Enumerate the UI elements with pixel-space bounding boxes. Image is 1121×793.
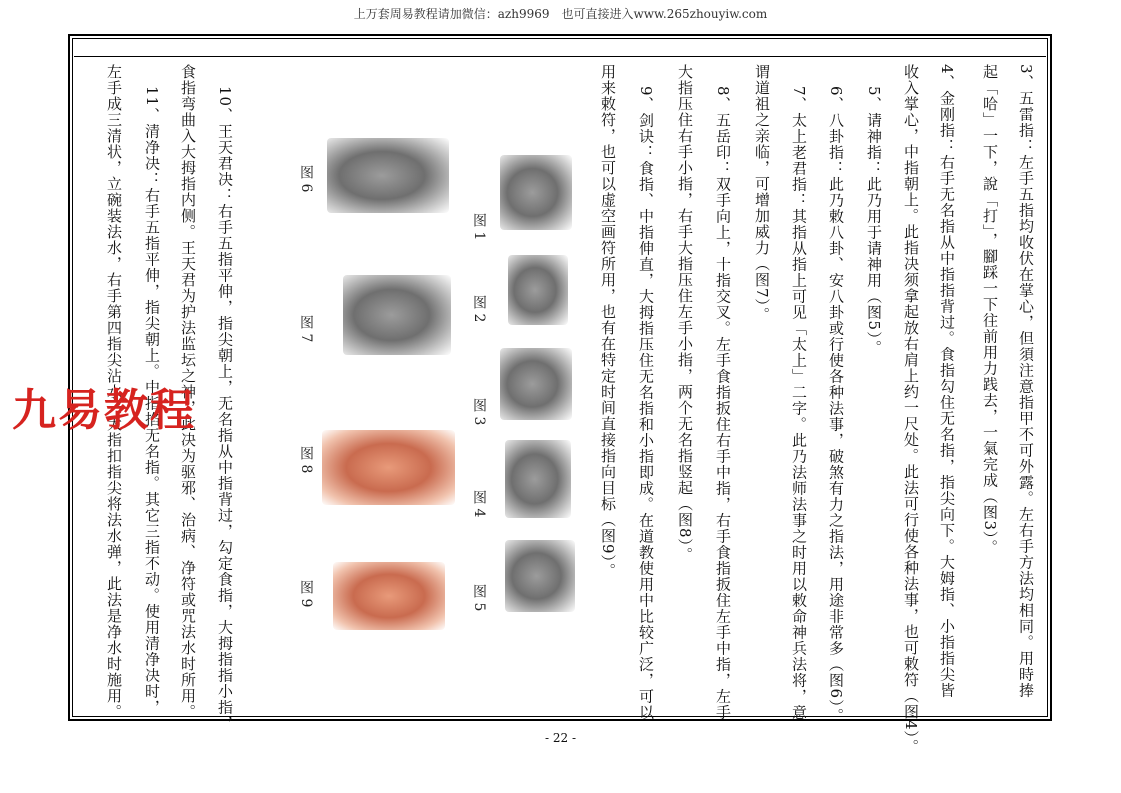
text-column: 3、五雷指：左手五指均收伏在掌心，但須注意指甲不可外露。左右手方法均相同。用時捧: [1017, 64, 1035, 699]
top-banner: 上万套周易教程请加微信：azh9969 也可直接进入www.265zhouyiw.com: [353, 7, 768, 21]
figure-8-label: 图 8: [298, 446, 314, 474]
page-number: - 22 -: [544, 731, 576, 745]
watermark-logo: 九易教程: [12, 385, 196, 436]
figure-5-image: [505, 540, 575, 612]
text-column: 收入掌心，中指朝上。此指决须拿起放右肩上约一尺处。此法可行使各种法事，也可敕符（图4）。: [902, 64, 920, 756]
figure-6-image: [327, 138, 449, 213]
text-column: 11、清净决：右手五指平伸，指尖朝上。中指掐无名指。其它三指不动。使用清净决时，: [143, 86, 161, 716]
text-column: 8、五岳印：双手向上，十指交叉。左手食指扳住右手中指，右手食指扳住左手中指，左手: [714, 86, 732, 721]
figure-8-image: [322, 430, 455, 505]
text-column: 4、金刚指：右手无名指从中指指背过。食指勾住无名指，指尖向下。大姆指、小指指尖皆: [938, 64, 956, 699]
figure-9-image: [333, 562, 445, 630]
text-column: 5、请神指：此乃用于请神用（图5）。: [865, 86, 883, 356]
figure-2-label: 图 2: [471, 295, 487, 323]
figure-9-label: 图 9: [298, 580, 314, 608]
figure-7-label: 图 7: [298, 315, 314, 343]
text-column: 起「哈」一下，說「打」，腳踩一下往前用力践去，一氣完成（图3）。: [981, 64, 999, 556]
figure-1-image: [500, 155, 572, 230]
text-column: 食指弯曲入大拇指内侧。王天君为护法监坛之神，此决为驱邪、治病、净符或咒法水时所用。: [179, 64, 197, 720]
figure-2-image: [508, 255, 568, 325]
figure-7-image: [343, 275, 451, 355]
figure-4-label: 图 4: [471, 490, 487, 518]
figure-4-image: [505, 440, 571, 518]
text-column: 7、太上老君指：其指从指上可见「太上」二字。此乃法师法事之时用以敕命神兵法将，意: [790, 86, 808, 721]
figure-3-label: 图 3: [471, 398, 487, 426]
figure-3-image: [500, 348, 572, 420]
text-column: 10、王天君决：右手五指平伸，指尖朝上，无名指从中指背过，勾定食指，大拇指指小指，: [216, 86, 234, 732]
text-column: 左手成三清状，立碗装法水，右手第四指尖沾水，大指扣指尖将法水弹，此法是净水时施用。: [105, 64, 123, 720]
text-column: 9、剑诀：食指、中指伸直，大拇指压住无名指和小指即成。在道教使用中比较广泛，可以: [637, 86, 655, 721]
text-column: 谓道祖之亲临，可增加威力（图7）。: [753, 64, 771, 324]
figure-5-label: 图 5: [471, 584, 487, 612]
header-rule: [74, 56, 1046, 57]
text-column: 用来敕符，也可以虚空画符所用，也有在特定时间直接指向目标（图9）。: [599, 64, 617, 580]
text-column: 6、八卦指：此乃敕八卦、安八卦或行使各种法事，破煞有力之指法，用途非常多（图6）。: [827, 86, 845, 724]
figure-6-label: 图 6: [298, 165, 314, 193]
text-column: 大指压住右手小指，右手大指压住左手小指，两个无名指竖起（图8）。: [676, 64, 694, 564]
figure-1-label: 图 1: [471, 213, 487, 241]
